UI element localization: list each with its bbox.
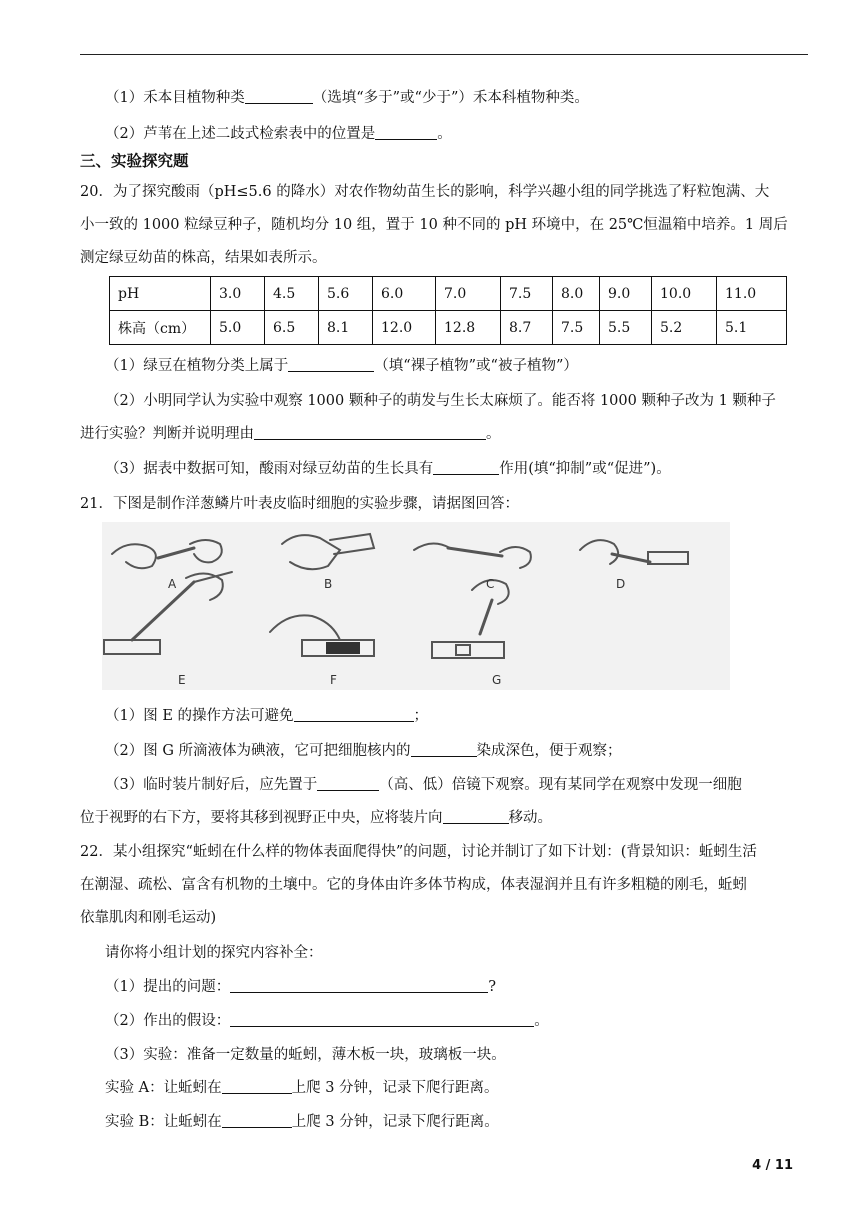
table-cell: 5.6: [319, 277, 373, 311]
table-cell: 8.0: [553, 277, 600, 311]
q22-intro: 请你将小组计划的探究内容补全：: [105, 945, 323, 961]
q20-stem-line1: 20．为了探究酸雨（pH≤5.6 的降水）对农作物幼苗生长的影响，科学兴趣小组的同学挑选了籽粒饱满、大: [80, 184, 770, 200]
figure-label-f: F: [330, 673, 337, 687]
q19-sub2: [105, 124, 452, 144]
q21-sub1-text: （1）图 E 的操作方法可避免: [105, 708, 294, 724]
figure-label-b: B: [324, 577, 333, 591]
q20-sub1-text: （1）绿豆在植物分类上属于: [105, 358, 289, 374]
q22-sub1: [105, 977, 496, 997]
table-cell: 3.0: [211, 277, 265, 311]
table-cell: 4.5: [265, 277, 319, 311]
ph-height-table: [109, 276, 787, 345]
table-cell: 5.1: [717, 311, 787, 345]
q20-stem-line3: 测定绿豆幼苗的株高，结果如表所示。: [80, 250, 327, 266]
table-cell: 12.8: [436, 311, 501, 345]
table-cell: 6.0: [373, 277, 436, 311]
table-row-height: [110, 311, 787, 345]
table-cell: 8.7: [501, 311, 553, 345]
q22-sub1-post: ?: [488, 979, 497, 995]
q19-sub1: [105, 88, 589, 108]
table-cell: 5.5: [600, 311, 652, 345]
table-cell: 10.0: [652, 277, 717, 311]
q21-sub3-line2: [80, 808, 552, 828]
q22-sub2-text: （2）作出的假设：: [105, 1013, 231, 1029]
figure-label-e: E: [178, 673, 186, 687]
q19-sub2-blank[interactable]: [375, 124, 437, 140]
onion-slide-figure: [102, 522, 730, 690]
q20-sub3-post: 作用(填“抑制”或“促进”)。: [499, 461, 671, 477]
q22-exp-a-text: 实验 A：让蚯蚓在: [105, 1080, 222, 1096]
q22-sub3: （3）实验：准备一定数量的蚯蚓，薄木板一块，玻璃板一块。: [105, 1047, 506, 1063]
q22-exp-b-blank[interactable]: [222, 1112, 292, 1128]
q19-sub1-post: （选填“多于”或“少于”）禾本科植物种类。: [312, 90, 589, 106]
q20-sub3-blank[interactable]: [433, 459, 499, 475]
q20-sub2-line1: （2）小明同学认为实验中观察 1000 颗种子的萌发与生长太麻烦了。能否将 1000 颗种子改为 1 颗种子: [105, 393, 776, 409]
q21-sub1-blank[interactable]: [294, 706, 414, 722]
q20-sub3-text: （3）据表中数据可知，酸雨对绿豆幼苗的生长具有: [105, 461, 434, 477]
q21-sub3-line1: [105, 775, 742, 795]
q22-sub1-text: （1）提出的问题：: [105, 979, 231, 995]
q19-sub2-text: （2）芦苇在上述二歧式检索表中的位置是: [105, 126, 376, 142]
q21-sub3-post: （高、低）倍镜下观察。现有某同学在观察中发现一细胞: [379, 777, 742, 793]
q22-exp-b: [105, 1112, 499, 1132]
q21-sub2-post: 染成深色，便于观察；: [476, 743, 622, 759]
table-cell: 5.2: [652, 311, 717, 345]
table-cell: 6.5: [265, 311, 319, 345]
q21-sub2-blank[interactable]: [411, 741, 477, 757]
q22-exp-a: [105, 1078, 499, 1098]
page-number: 4 / 11: [752, 1158, 793, 1173]
q22-sub2-blank[interactable]: [230, 1011, 534, 1027]
table-cell: 7.0: [436, 277, 501, 311]
q21-sub1-post: ；: [413, 708, 429, 724]
q20-stem-line2: 小一致的 1000 粒绿豆种子，随机均分 10 组，置于 10 种不同的 pH 环境中，在 25℃恒温箱中培养。1 周后: [80, 217, 788, 233]
table-cell: 5.0: [211, 311, 265, 345]
q20-sub1-post: （填“裸子植物”或“被子植物”）: [374, 358, 578, 374]
q21-sub3-text: （3）临时装片制好后，应先置于: [105, 777, 318, 793]
q20-sub3: [105, 459, 671, 479]
q22-exp-b-text: 实验 B：让蚯蚓在: [105, 1114, 222, 1130]
q21-sub3-blank[interactable]: [317, 775, 379, 791]
table-cell: 11.0: [717, 277, 787, 311]
q21-sub3b-post: 移动。: [508, 810, 552, 826]
q19-sub1-blank[interactable]: [245, 88, 313, 104]
table-row-ph: [110, 277, 787, 311]
section-title: 三、实验探究题: [80, 152, 189, 170]
table-header-height: 株高（cm）: [110, 311, 211, 345]
figure-label-g: G: [492, 673, 502, 687]
q20-sub1: [105, 356, 578, 376]
header-rule: [80, 54, 808, 55]
q20-sub2-blank[interactable]: [254, 424, 486, 440]
q22-sub1-blank[interactable]: [230, 977, 488, 993]
q22-exp-a-blank[interactable]: [222, 1078, 292, 1094]
onion-slide-illustration: [102, 522, 730, 690]
q22-exp-a-post: 上爬 3 分钟，记录下爬行距离。: [291, 1080, 499, 1096]
q22-exp-b-post: 上爬 3 分钟，记录下爬行距离。: [291, 1114, 499, 1130]
q21-stem: 21．下图是制作洋葱鳞片叶表皮临时细胞的实验步骤，请据图回答：: [80, 496, 519, 512]
q22-stem-line1: 22．某小组探究“蚯蚓在什么样的物体表面爬得快”的问题，讨论并制订了如下计划：(背景知识：蚯蚓生活: [80, 844, 757, 860]
q20-sub2-text: 进行实验？判断并说明理由: [80, 426, 254, 442]
q21-sub3b-blank[interactable]: [443, 808, 509, 824]
q22-stem-line3: 依靠肌肉和刚毛运动): [80, 910, 217, 926]
q21-sub3b-text: 位于视野的右下方，要将其移到视野正中央，应将装片向: [80, 810, 443, 826]
table-cell: 12.0: [373, 311, 436, 345]
table-cell: 7.5: [501, 277, 553, 311]
q19-sub1-text: （1）禾本目植物种类: [105, 90, 245, 106]
q22-sub2-post: 。: [534, 1013, 549, 1029]
q20-sub2-line2: [80, 424, 501, 444]
table-cell: 9.0: [600, 277, 652, 311]
figure-label-a: A: [168, 577, 177, 591]
table-cell: 7.5: [553, 311, 600, 345]
q21-sub2: [105, 741, 622, 761]
q19-sub2-post: 。: [437, 126, 452, 142]
q22-stem-line2: 在潮湿、疏松、富含有机物的土壤中。它的身体由许多体节构成，体表湿润并且有许多粗糙的刚毛，蚯蚓: [80, 877, 747, 893]
table-header-ph: pH: [110, 277, 211, 311]
q21-sub1: [105, 706, 428, 726]
q20-sub1-blank[interactable]: [288, 356, 374, 372]
table-cell: 8.1: [319, 311, 373, 345]
q21-sub2-text: （2）图 G 所滴液体为碘液，它可把细胞核内的: [105, 743, 411, 759]
figure-label-d: D: [616, 577, 626, 591]
figure-label-c: C: [486, 577, 495, 591]
q20-sub2-post: 。: [486, 426, 501, 442]
q22-sub2: [105, 1011, 549, 1031]
